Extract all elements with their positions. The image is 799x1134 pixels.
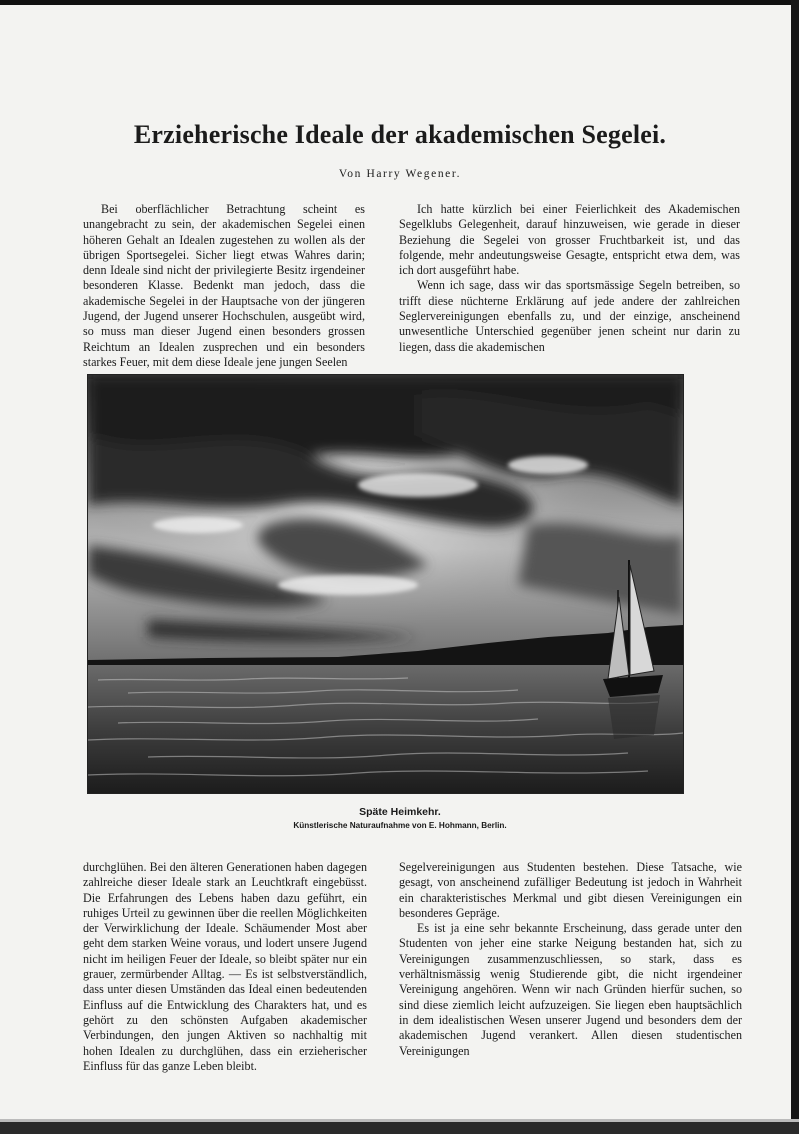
sailboat-sunset-photo	[87, 374, 684, 794]
column-left-top	[83, 202, 365, 370]
paragraph: Es ist ja eine sehr bekannte Erscheinung, dass gerade unter den Studenten von jeher eine starke Neigung bestanden hat, sich zu Vereinigungen zusammenzuschliessen, so stark, dass es verhältnismässig wenig Studierende gibt, die nicht irgendeiner Vereinigung angehören. Wenn wir nach Gründen hierfür suchen, so sind diese ziemlich leicht aufzuzeigen. Sie liegen eben hauptsächlich in dem idealistischen Wesen unserer Jugend und besonders dem der akademischen Jugend verankert. Allen diesen studentischen Vereinigungen	[399, 921, 742, 1058]
column-right-top	[399, 202, 740, 355]
page-top-edge	[0, 0, 799, 5]
paragraph: durchglühen. Bei den älteren Generationen haben dagegen zahlreiche dieser Ideale stark an Leuchtkraft eingebüsst. Die Erfahrungen des Lebens haben dazu geführt, ein ruhiges Urteil zu gewinnen über die reellen Möglichkeiten der Verwirklichung der Ideale. Schäumender Most aber geht dem starken Weine voraus, und lodert unsere Jugend nicht im heiligen Feuer der Ideale, so bleibt später nur ein grauer, zermürbender Alltag. — Es ist selbstverständlich, dass unter diesen Umständen das Ideal einen bedeutenden Einfluss auf die Entwicklung des Charakters hat, und es gehört zu den schönsten Aufgaben akademischer Verbindungen, den jungen Aktiven so nachhaltig mit hohen Idealen zu durchglühen, dass ein erzieherischer Einfluss für das ganze Leben bleibt.	[83, 860, 367, 1073]
paragraph: Segelvereinigungen aus Studenten bestehen. Diese Tatsache, wie gesagt, von anscheinend zufälliger Bedeutung ist jedoch in Wahrheit ein charakteristisches Merkmal und gibt diesen Vereinigungen ein besonderes Gepräge.	[399, 860, 742, 920]
column-right-bottom	[399, 860, 742, 1059]
column-left-bottom	[83, 860, 367, 1074]
paragraph: Bei oberflächlicher Betrachtung scheint es unangebracht zu sein, der akademischen Segelei einen höheren Gehalt an Idealen zugestehen zu wollen als der übrigen Sportsegelei. Sicher liegt etwas Wahres darin; denn Ideale sind nicht der privilegierte Besitz irgendeiner besonderen Klasse. Bedenkt man jedoch, dass die akademische Segelei in der Hauptsache von der jüngeren Jugend, der Jugend unserer Hochschulen, ausgeübt wird, so muss man dieser Jugend einen besonders grossen Reichtum an Idealen zusprechen und ein besonders starkes Feuer, mit dem diese Ideale jene jungen Seelen	[83, 202, 365, 369]
paragraph: Ich hatte kürzlich bei einer Feierlichkeit des Akademischen Segelklubs Gelegenheit, darauf hinzuweisen, wie gerade in dieser Beziehung die Segelei von grosser Fruchtbarkeit ist, und das folgende, mehr andeutungsweise Gesagte, entspricht etwa dem, was ich dort ausgeführt habe.	[399, 202, 740, 278]
caption-title: Späte Heimkehr.	[359, 806, 441, 818]
photo-caption	[150, 806, 650, 830]
page-right-edge	[791, 0, 799, 1134]
paragraph: Wenn ich sage, dass wir das sportsmässige Segeln betreiben, so trifft diese nüchterne Erklärung auf jede andere der zahlreichen Seglervereinigungen ebenfalls zu, und der einzige, anscheinend unwesentliche Unterschied gegenüber jenen scheint nur darin zu liegen, dass die akademischen	[399, 278, 740, 354]
page-bottom-edge	[0, 1122, 799, 1134]
caption-credit: Künstlerische Naturaufnahme von E. Hohmann, Berlin.	[293, 821, 507, 830]
article-byline: Von Harry Wegener.	[338, 168, 462, 180]
article-title: Erzieherische Ideale der akademischen Segelei.	[133, 120, 667, 149]
